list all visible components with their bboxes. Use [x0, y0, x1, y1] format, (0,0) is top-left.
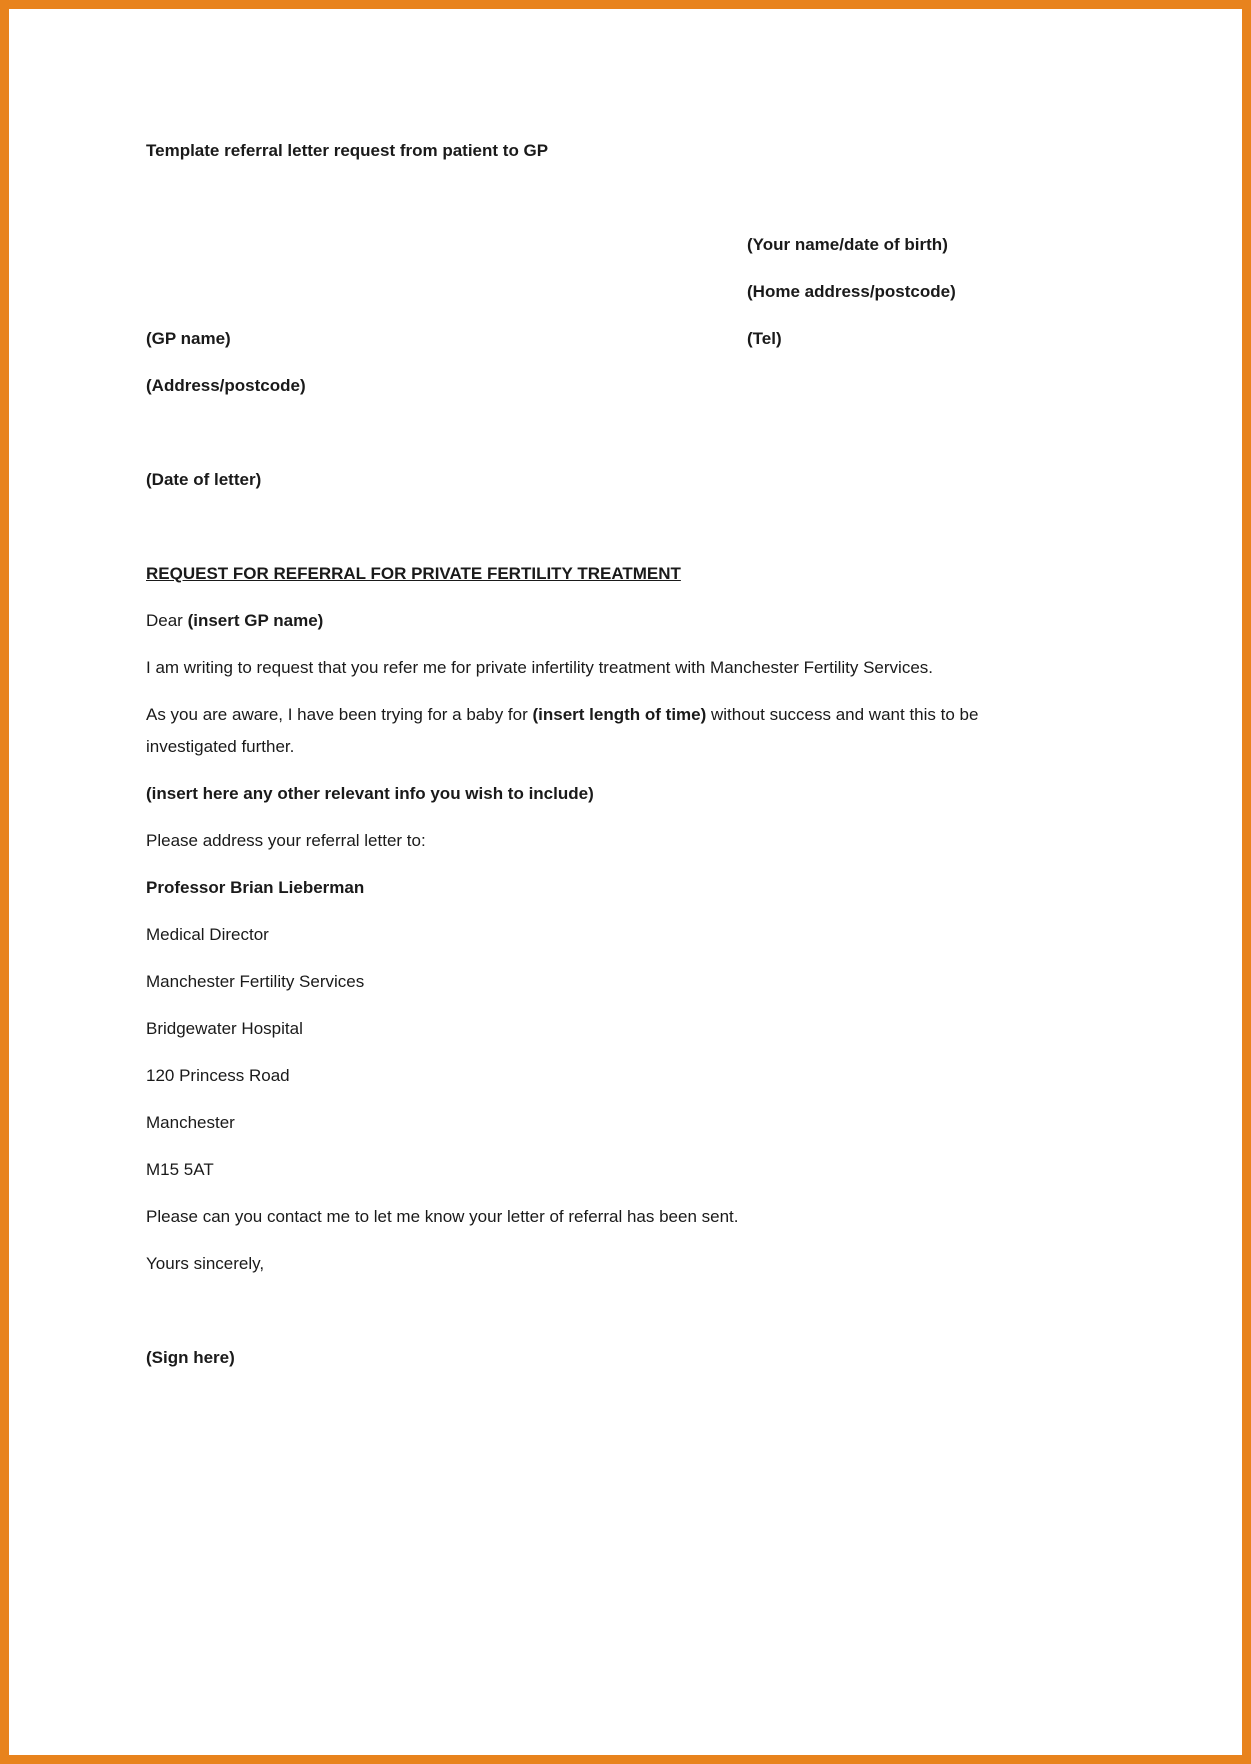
date-placeholder: (Date of letter) [146, 470, 262, 489]
header-row-your-name [146, 229, 1026, 261]
recipient-name: Professor Brian Lieberman [146, 878, 365, 897]
tel-placeholder: (Tel) [747, 329, 782, 348]
recipient-line: Medical Director [146, 925, 269, 944]
recipient-line: 120 Princess Road [146, 1066, 290, 1085]
recipient-line: Manchester Fertility Services [146, 972, 365, 991]
subject-heading: REQUEST FOR REFERRAL FOR PRIVATE FERTILITY TREATMENT [146, 564, 681, 583]
salutation [146, 605, 1026, 637]
header-row-gp-tel [146, 323, 1026, 355]
recipient-line: M15 5AT [146, 1160, 214, 1179]
home-address-placeholder: (Home address/postcode) [747, 282, 956, 301]
salutation-prefix: Dear [146, 611, 188, 630]
letter-title: Template referral letter request from patient to GP [146, 141, 549, 160]
recipient-line: Bridgewater Hospital [146, 1019, 303, 1038]
header-row-home-address [146, 276, 1026, 308]
letter-body [9, 9, 1242, 1755]
address-placeholder: (Address/postcode) [146, 376, 306, 395]
sign-here-placeholder: (Sign here) [146, 1348, 235, 1367]
recipient-line: Manchester [146, 1113, 235, 1132]
salutation-insert-placeholder: (insert GP name) [187, 611, 324, 630]
gp-name-placeholder: (GP name) [146, 329, 231, 348]
your-name-placeholder: (Your name/date of birth) [747, 235, 948, 254]
contact-request: Please can you contact me to let me know your letter of referral has been sent. [146, 1207, 739, 1226]
length-of-time-placeholder: (insert length of time) [532, 705, 707, 724]
paragraph-request: I am writing to request that you refer me for private infertility treatment with Manchester Fertility Services. [146, 658, 934, 677]
paragraph-trying-part1: As you are aware, I have been trying for a baby for [146, 705, 533, 724]
closing: Yours sincerely, [146, 1254, 265, 1273]
paragraph-trying [146, 699, 1026, 763]
paragraph-trying-part2: without success and want this to be investigated further. [146, 705, 979, 756]
address-intro: Please address your referral letter to: [146, 831, 426, 850]
insert-info-note: (insert here any other relevant info you wish to include) [146, 784, 594, 803]
